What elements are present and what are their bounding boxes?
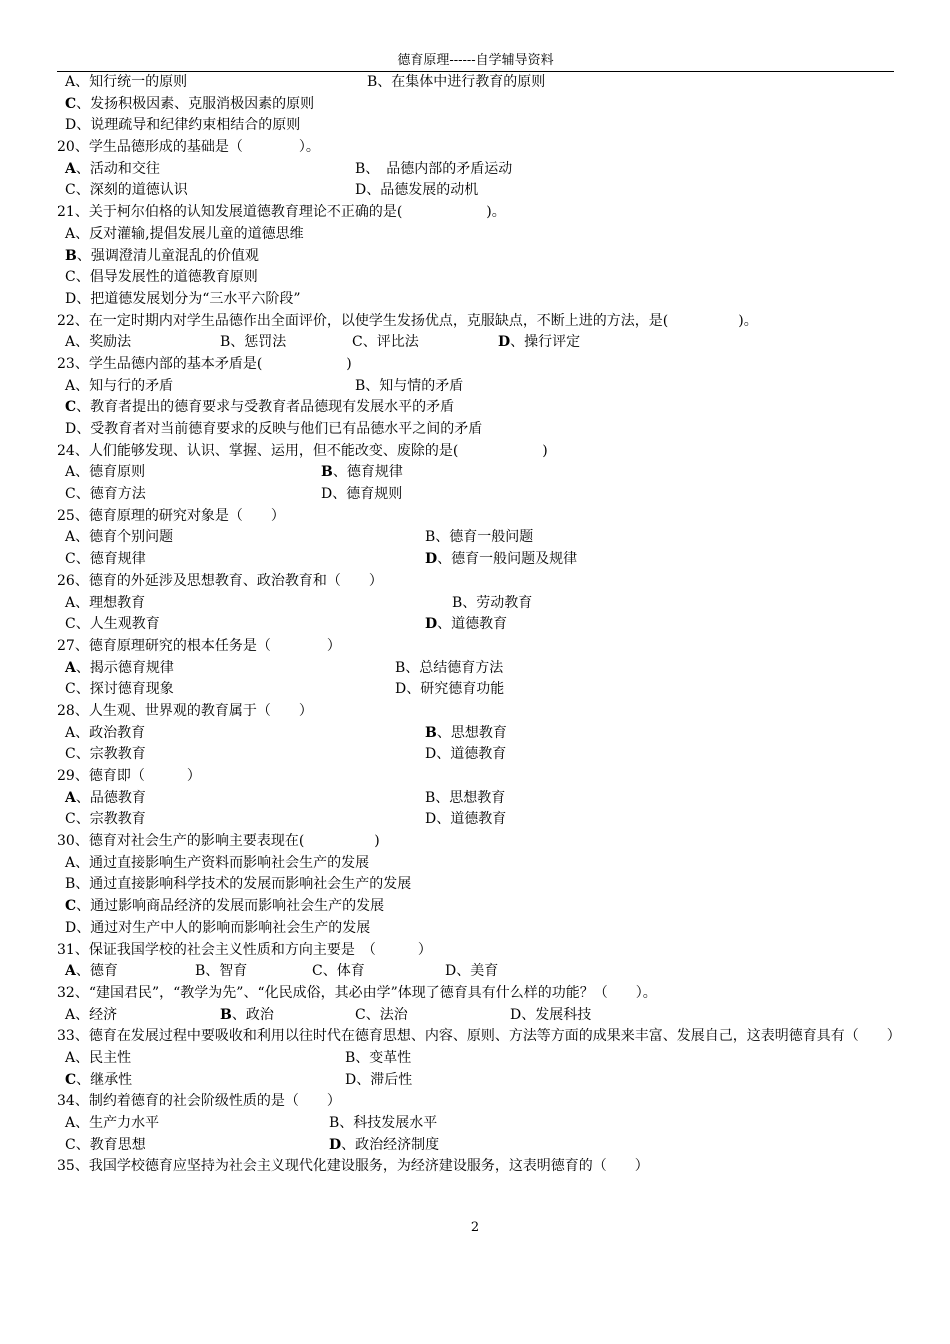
option-letter: B <box>425 724 437 741</box>
answer-option <box>65 809 146 831</box>
option-row <box>57 1048 897 1070</box>
option-row <box>57 397 897 419</box>
option-text: 、变革性 <box>355 1049 412 1066</box>
option-letter: A <box>65 594 76 611</box>
option-letter: C <box>352 334 363 351</box>
question-text: 35、我国学校德育应坚持为社会主义现代化建设服务，为经济建设服务，这表明德育的（ ） <box>57 1158 649 1175</box>
answer-option <box>65 658 174 680</box>
option-row <box>57 376 897 398</box>
option-letter: B <box>452 594 463 611</box>
option-letter: B <box>195 963 206 980</box>
option-text: 、政治 <box>231 1006 274 1023</box>
option-text: 、倡导发展性的道德教育原则 <box>75 269 258 286</box>
option-text: 、深刻的道德认识 <box>75 182 188 199</box>
answer-option <box>65 896 384 918</box>
option-text: 、劳动教育 <box>462 594 533 611</box>
option-letter: D <box>498 334 511 351</box>
option-text: 、德育方法 <box>75 486 146 503</box>
option-text: 、受教育者对当前德育要求的反映与他们已有品德水平之间的矛盾 <box>76 421 483 437</box>
option-letter: A <box>65 1049 76 1066</box>
option-letter: D <box>321 486 333 503</box>
answer-option <box>65 527 173 549</box>
option-text: 、知与行的矛盾 <box>75 377 174 394</box>
answer-option <box>220 1005 274 1027</box>
option-letter: C <box>65 486 76 503</box>
option-row <box>57 918 897 940</box>
option-letter: A <box>65 789 76 806</box>
option-text: 、奖励法 <box>75 334 132 351</box>
option-text: 、揭示德育规律 <box>75 659 174 676</box>
option-text: 、教育思想 <box>75 1136 146 1153</box>
answer-option <box>452 593 532 615</box>
answer-option <box>367 72 545 94</box>
option-letter: D <box>425 616 438 633</box>
answer-option <box>425 788 505 810</box>
option-text: 、政治经济制度 <box>341 1136 440 1153</box>
option-letter: D <box>445 963 457 980</box>
option-letter: C <box>65 1136 76 1153</box>
answer-option <box>65 94 314 116</box>
answer-option <box>329 1135 439 1157</box>
option-letter: D <box>65 290 77 307</box>
option-row <box>57 72 897 94</box>
option-row <box>57 549 897 571</box>
option-letter: D <box>65 919 77 936</box>
option-text: 、评比法 <box>362 334 419 351</box>
option-letter: B <box>367 74 378 90</box>
answer-option <box>498 332 580 354</box>
option-letter: A <box>65 1006 76 1023</box>
option-text: 、通过直接影响科学技术的发展而影响社会生产的发展 <box>75 876 412 893</box>
answer-option <box>312 961 365 983</box>
option-row <box>57 788 897 810</box>
question-text: 23、学生品德内部的基本矛盾是( ) <box>57 355 352 372</box>
question-text: 26、德育的外延涉及思想教育、政治教育和（ ） <box>57 572 383 589</box>
answer-option <box>65 853 369 875</box>
option-text: 、法治 <box>365 1006 408 1023</box>
option-letter: B <box>395 659 406 676</box>
option-text: 、 品德内部的矛盾运动 <box>365 160 513 177</box>
option-text: 、道德教育 <box>436 811 507 828</box>
option-row <box>57 679 897 701</box>
option-text: 、德育原则 <box>75 464 146 481</box>
answer-option <box>355 180 478 202</box>
answer-option <box>65 246 259 268</box>
option-text: 、德育规则 <box>332 486 403 503</box>
option-letter: C <box>65 1071 77 1088</box>
option-letter: B <box>329 1115 340 1132</box>
option-text: 、滞后性 <box>356 1071 413 1088</box>
option-letter: B <box>425 529 436 546</box>
answer-option <box>65 723 145 745</box>
option-letter: A <box>65 160 76 177</box>
answer-option <box>65 961 118 983</box>
option-letter: A <box>65 334 76 351</box>
answer-option <box>65 679 174 701</box>
answer-option <box>65 1135 146 1157</box>
option-letter: B <box>65 876 76 893</box>
option-row <box>57 809 897 831</box>
option-row <box>57 961 897 983</box>
page-header <box>57 52 894 72</box>
option-text: 、在集体中进行教育的原则 <box>377 74 546 90</box>
option-text: 、道德教育 <box>436 746 507 763</box>
option-letter: C <box>355 1006 366 1023</box>
option-letter: C <box>65 681 76 698</box>
option-letter: B <box>220 334 231 351</box>
option-text: 、反对灌输,提倡发展儿童的道德思维 <box>75 225 304 242</box>
answer-option <box>65 788 146 810</box>
answer-option <box>65 614 160 636</box>
option-row <box>57 267 897 289</box>
option-text: 、理想教育 <box>75 594 146 611</box>
answer-option <box>355 159 512 181</box>
answer-option <box>65 918 370 940</box>
option-text: 、德育 <box>75 963 118 980</box>
header-title: 德育原理------自学辅导资料 <box>397 53 554 68</box>
option-row <box>57 462 897 484</box>
question-text: 24、人们能够发现、认识、掌握、运用，但不能改变、废除的是( ) <box>57 442 548 459</box>
question-text: 34、制约着德育的社会阶级性质的是（ ） <box>57 1093 341 1110</box>
answer-option <box>65 1070 132 1092</box>
option-letter: A <box>65 659 76 676</box>
answer-option <box>329 1113 437 1135</box>
option-letter: D <box>395 681 407 698</box>
option-letter: C <box>65 811 76 828</box>
question-text: 29、德育即（ ） <box>57 768 201 784</box>
option-letter: C <box>65 95 77 112</box>
answer-option <box>65 744 146 766</box>
answer-option <box>355 376 463 398</box>
option-text: 、宗教教育 <box>75 746 146 763</box>
option-text: 、政治教育 <box>75 724 146 741</box>
option-row <box>57 1113 897 1135</box>
option-letter: D <box>510 1006 522 1023</box>
option-letter: A <box>65 464 76 481</box>
answer-option <box>65 462 145 484</box>
option-row <box>57 224 897 246</box>
answer-option <box>445 961 498 983</box>
answer-option <box>65 593 145 615</box>
answer-option <box>220 332 286 354</box>
answer-option <box>345 1048 411 1070</box>
option-letter: D <box>355 182 367 199</box>
option-letter: C <box>65 616 76 633</box>
option-letter: B <box>355 160 366 177</box>
option-letter: A <box>65 724 76 741</box>
option-text: 、继承性 <box>76 1071 133 1088</box>
question-text: 25、德育原理的研究对象是（ ） <box>57 507 285 524</box>
option-row <box>57 484 897 506</box>
option-text: 、惩罚法 <box>230 334 287 351</box>
option-text: 、品德发展的动机 <box>366 182 479 199</box>
option-row <box>57 874 897 896</box>
answer-option <box>395 679 504 701</box>
option-text: 、体育 <box>322 963 365 980</box>
option-text: 、通过影响商品经济的发展而影响社会生产的发展 <box>76 898 385 915</box>
option-row <box>57 744 897 766</box>
option-letter: C <box>65 746 76 763</box>
option-row <box>57 94 897 116</box>
question-text: 21、关于柯尔伯格的认知发展道德教育理论不正确的是( )。 <box>57 204 506 221</box>
option-text: 、道德教育 <box>437 616 508 633</box>
question-text: 27、德育原理研究的根本任务是（ ） <box>57 637 341 654</box>
option-row <box>57 527 897 549</box>
option-text: 、宗教教育 <box>75 811 146 828</box>
option-text: 、通过直接影响生产资料而影响社会生产的发展 <box>75 854 370 871</box>
option-text: 、德育规律 <box>332 464 403 481</box>
option-text: 、民主性 <box>75 1049 132 1066</box>
option-letter: B <box>355 377 366 394</box>
answer-option <box>65 332 131 354</box>
question-text: 30、德育对社会生产的影响主要表现在( ) <box>57 833 380 850</box>
option-letter: C <box>65 551 76 568</box>
option-row <box>57 159 897 181</box>
option-text: 、品德教育 <box>75 789 146 806</box>
option-text: 、科技发展水平 <box>339 1115 438 1132</box>
answer-option <box>321 484 402 506</box>
option-text: 、人生观教育 <box>75 616 160 633</box>
option-text: 、强调澄清儿童混乱的价值观 <box>76 247 259 264</box>
option-letter: A <box>65 225 76 242</box>
option-row <box>57 1135 897 1157</box>
option-text: 、知行统一的原则 <box>75 74 188 90</box>
option-text: 、智育 <box>205 963 248 980</box>
option-text: 、教育者提出的德育要求与受教育者品德现有发展水平的矛盾 <box>76 399 455 416</box>
option-text: 、操行评定 <box>510 334 581 351</box>
answer-option <box>65 376 173 398</box>
question-text: 31、保证我国学校的社会主义性质和方向主要是 （ ） <box>57 941 432 958</box>
option-row <box>57 115 897 137</box>
option-row <box>57 419 897 441</box>
option-row <box>57 853 897 875</box>
option-row <box>57 658 897 680</box>
answer-option <box>395 658 503 680</box>
option-letter: A <box>65 377 76 394</box>
answer-option <box>65 224 304 246</box>
option-letter: A <box>65 963 76 980</box>
question-text: 20、学生品德形成的基础是（ ）。 <box>57 139 320 156</box>
option-text: 、思想教育 <box>436 724 507 741</box>
question-text: 28、人生观、世界观的教育属于（ ） <box>57 702 313 719</box>
option-text: 、发展科技 <box>521 1006 592 1023</box>
option-letter: A <box>65 854 76 871</box>
option-row <box>57 896 897 918</box>
answer-option <box>352 332 419 354</box>
option-letter: A <box>65 74 76 90</box>
answer-option <box>425 549 577 571</box>
option-letter: C <box>65 269 76 286</box>
answer-option <box>65 159 160 181</box>
option-text: 、把道德发展划分为“三水平六阶段” <box>76 290 301 307</box>
answer-option <box>65 419 482 441</box>
option-row <box>57 1005 897 1027</box>
option-text: 、通过对生产中人的影响而影响社会生产的发展 <box>76 919 371 936</box>
option-text: 、德育一般问题 <box>435 529 534 546</box>
option-text: 、德育个别问题 <box>75 529 174 546</box>
option-letter: A <box>65 1115 76 1132</box>
answer-option <box>65 549 146 571</box>
option-row <box>57 332 897 354</box>
option-text: 、美育 <box>456 963 499 980</box>
option-row <box>57 723 897 745</box>
option-text: 、德育一般问题及规律 <box>437 551 578 568</box>
option-text: 、研究德育功能 <box>406 681 505 698</box>
option-row <box>57 614 897 636</box>
option-letter: D <box>329 1136 342 1153</box>
option-letter: D <box>425 811 437 828</box>
option-row <box>57 289 897 311</box>
question-text: 32、“建国君民”，“教学为先”、“化民成俗，其必由学”体现了德育具有什么样的功能？（ ）。 <box>57 984 657 1001</box>
question-list <box>57 72 901 1178</box>
answer-option <box>425 744 506 766</box>
question-text: 33、德育在发展过程中要吸收和利用以往时代在德育思想、内容、原则、方法等方面的成果来丰富、发展自己，这表明德育具有（ ） <box>57 1028 901 1045</box>
option-letter: B <box>321 464 333 481</box>
option-letter: B <box>425 789 436 806</box>
option-letter: B <box>220 1006 232 1023</box>
option-text: 、发扬积极因素、克服消极因素的原则 <box>76 95 315 112</box>
answer-option <box>355 1005 408 1027</box>
answer-option <box>65 267 258 289</box>
option-text: 、探讨德育现象 <box>75 681 174 698</box>
option-letter: D <box>425 746 437 763</box>
answer-option <box>65 115 300 137</box>
answer-option <box>195 961 247 983</box>
option-text: 、知与情的矛盾 <box>365 377 464 394</box>
option-row <box>57 593 897 615</box>
answer-option <box>65 72 187 94</box>
option-text: 、总结德育方法 <box>405 659 504 676</box>
option-letter: B <box>345 1049 356 1066</box>
option-letter: D <box>65 421 77 437</box>
option-text: 、生产力水平 <box>75 1115 160 1132</box>
page-number: 2 <box>470 1220 480 1235</box>
option-text: 、德育规律 <box>75 551 146 568</box>
answer-option <box>65 397 454 419</box>
answer-option <box>321 462 403 484</box>
answer-option <box>425 527 533 549</box>
answer-option <box>425 614 507 636</box>
answer-option <box>65 484 146 506</box>
option-row <box>57 180 897 202</box>
option-letter: C <box>312 963 323 980</box>
option-row <box>57 1070 897 1092</box>
option-letter: C <box>65 182 76 199</box>
answer-option <box>345 1070 412 1092</box>
answer-option <box>425 723 507 745</box>
option-letter: D <box>425 551 438 568</box>
option-text: 、说理疏导和纪律约束相结合的原则 <box>76 117 301 134</box>
question-text: 22、在一定时期内对学生品德作出全面评价，以使学生发扬优点，克服缺点，不断上进的方法，是( )。 <box>57 312 758 329</box>
answer-option <box>65 874 411 896</box>
option-text: 、活动和交往 <box>75 160 160 177</box>
answer-option <box>425 809 506 831</box>
answer-option <box>65 1005 117 1027</box>
answer-option <box>65 289 301 311</box>
option-letter: C <box>65 898 77 915</box>
option-letter: A <box>65 529 76 546</box>
option-text: 、经济 <box>75 1006 118 1023</box>
answer-option <box>65 1048 131 1070</box>
option-letter: C <box>65 399 77 416</box>
option-row <box>57 246 897 268</box>
answer-option <box>65 180 188 202</box>
answer-option <box>65 1113 159 1135</box>
option-letter: B <box>65 247 77 264</box>
option-letter: D <box>345 1071 357 1088</box>
answer-option <box>510 1005 591 1027</box>
option-text: 、思想教育 <box>435 789 506 806</box>
option-letter: D <box>65 117 77 134</box>
